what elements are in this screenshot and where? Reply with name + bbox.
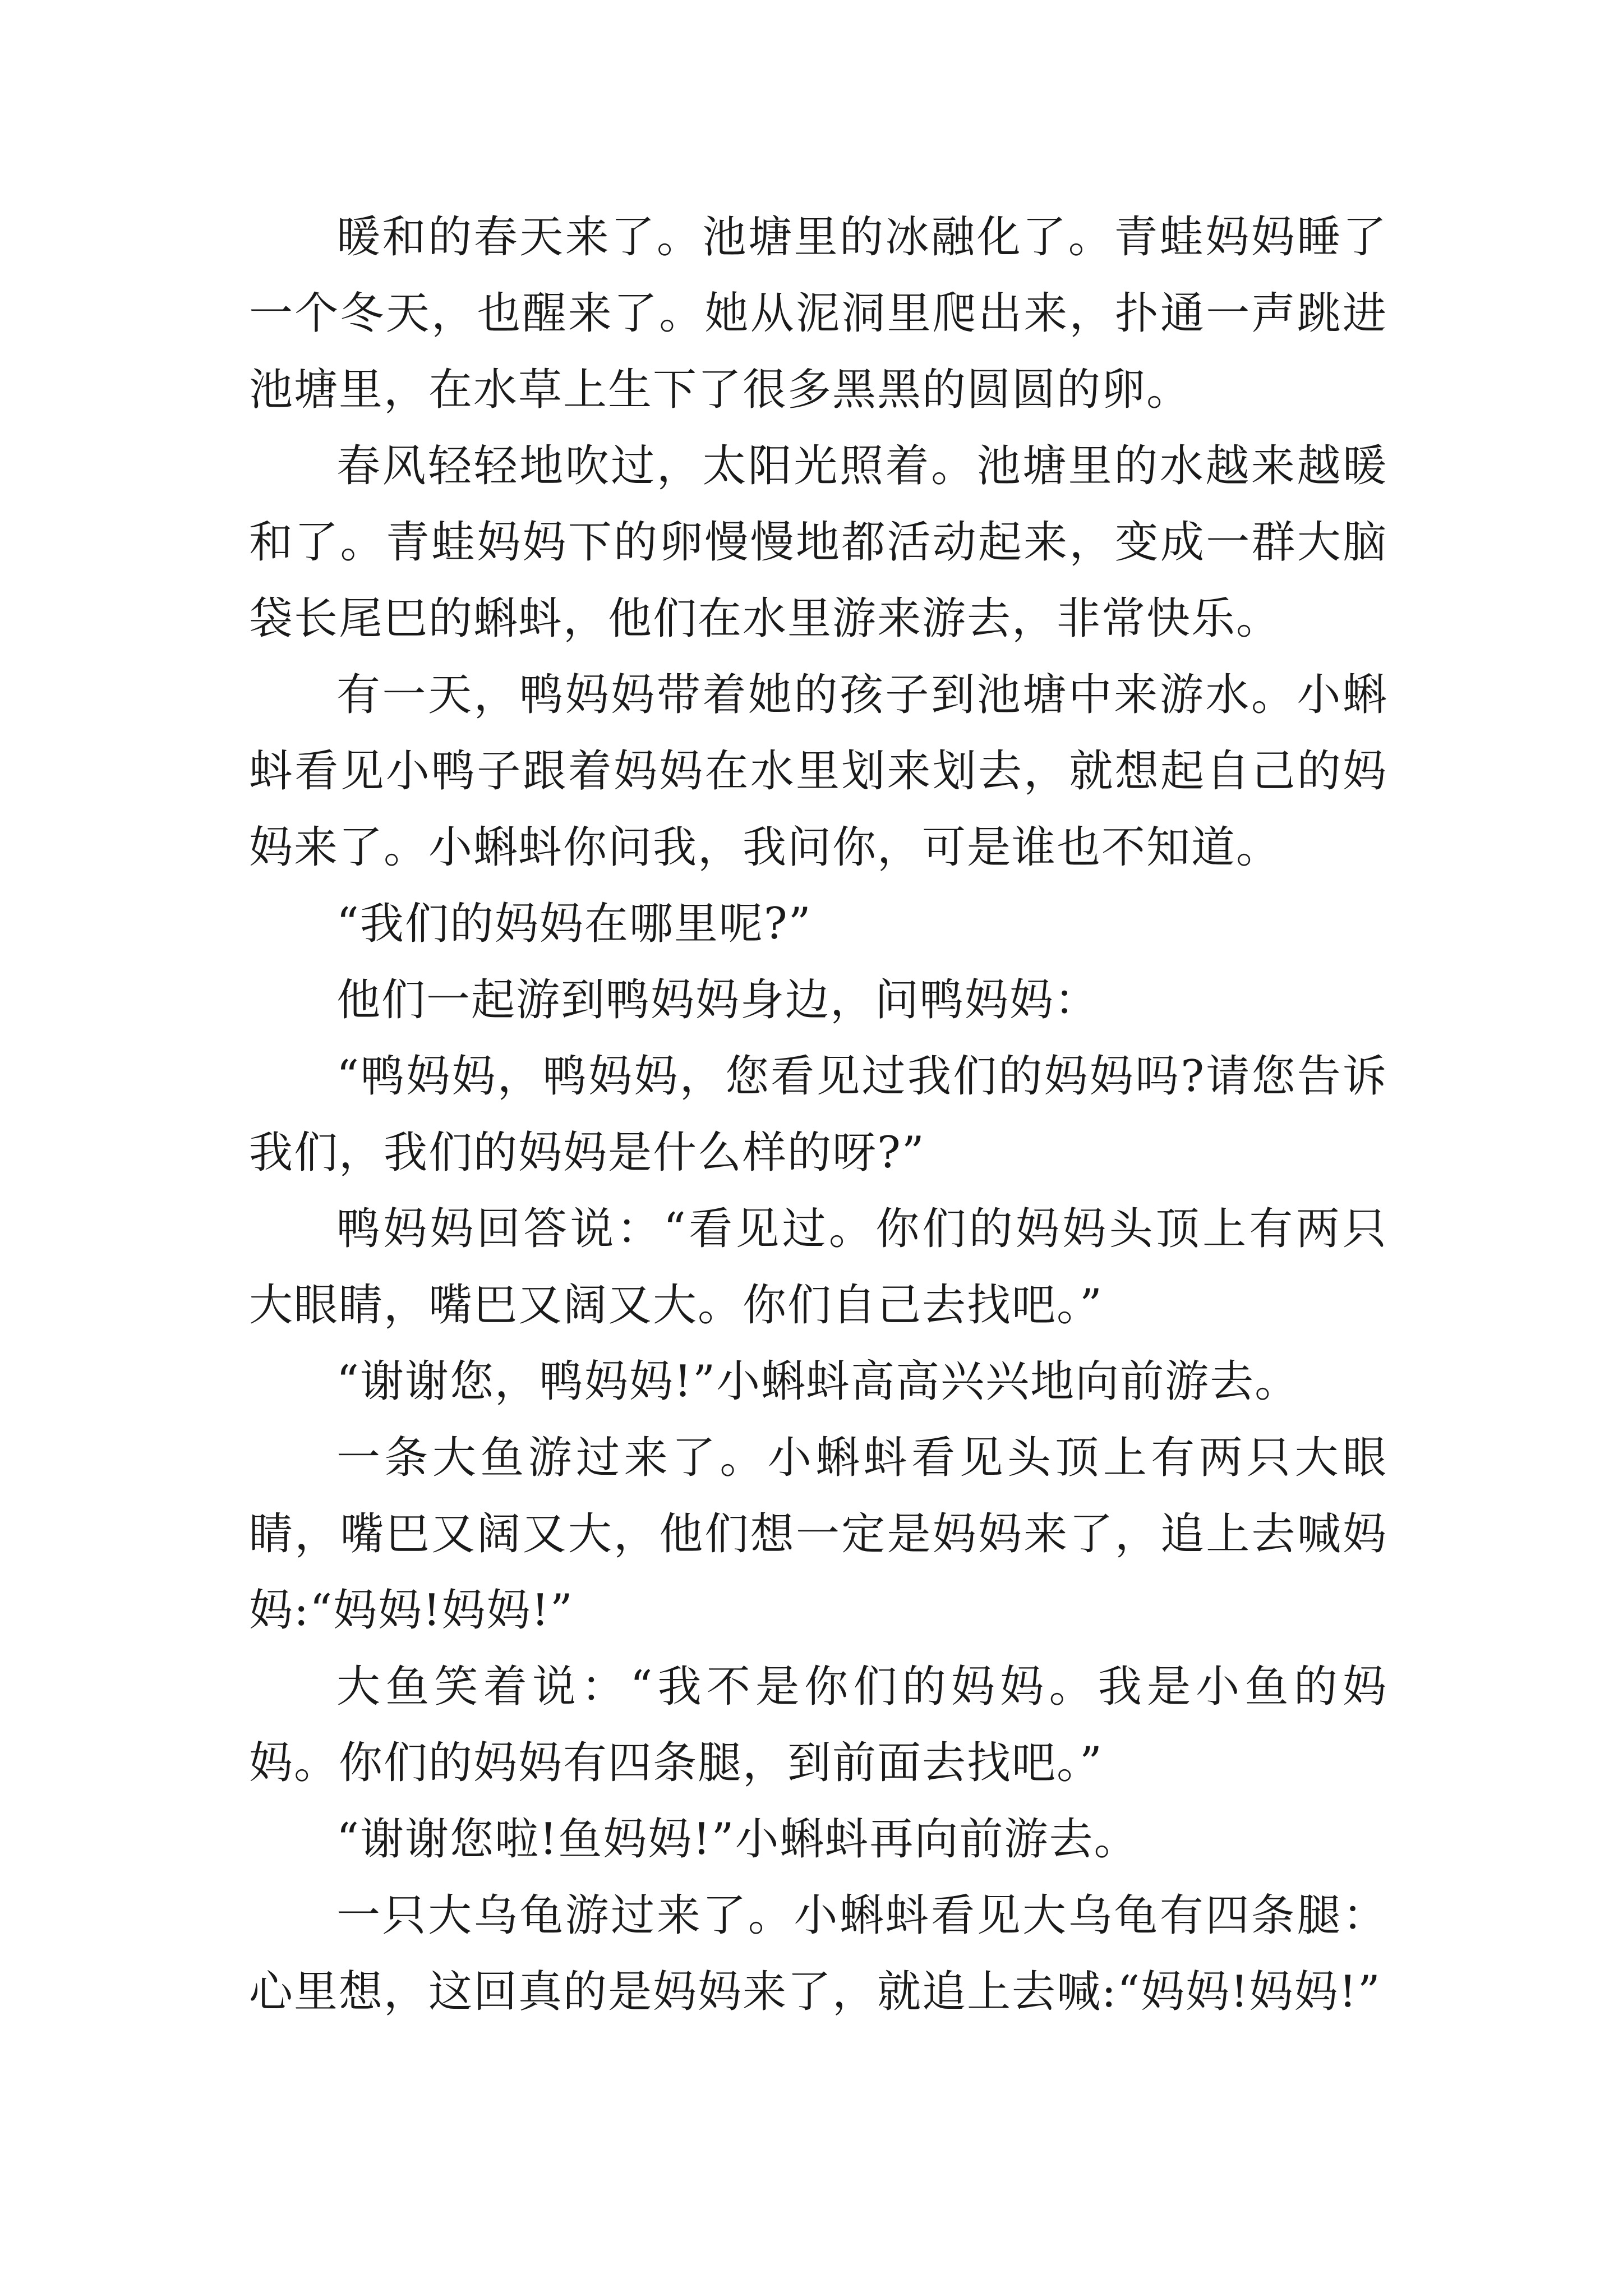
paragraph-2: 春风轻轻地吹过，太阳光照着。池塘里的水越来越暖和了。青蛙妈妈下的卵慢慢地都活动起来，变成一群大脑袋长尾巴的蝌蚪，他们在水里游来游去，非常快乐。 (249, 441, 1387, 644)
paragraph-1: 暖和的春天来了。池塘里的冰融化了。青蛙妈妈睡了一个冬天，也醒来了。她从泥洞里爬出来，扑通一声跳进池塘里，在水草上生下了很多黑黑的圆圆的卵。 (249, 212, 1387, 415)
story-text (249, 199, 1387, 2030)
paragraph-4: “我们的妈妈在哪里呢?” (336, 899, 812, 949)
paragraph-12: 一只大乌龟游过来了。小蝌蚪看见大乌龟有四条腿：心里想，这回真的是妈妈来了，就追上去喊:“妈妈!妈妈!” (249, 1890, 1387, 2017)
paragraph-7: 鸭妈妈回答说：“看见过。你们的妈妈头顶上有两只大眼睛，嘴巴又阔又大。你们自己去找吧。” (249, 1204, 1387, 1331)
paragraph-3: 有一天，鸭妈妈带着她的孩子到池塘中来游水。小蝌蚪看见小鸭子跟着妈妈在水里划来划去，就想起自己的妈妈来了。小蝌蚪你问我，我问你，可是谁也不知道。 (249, 670, 1387, 873)
paragraph-10: 大鱼笑着说：“我不是你们的妈妈。我是小鱼的妈妈。你们的妈妈有四条腿，到前面去找吧。” (249, 1662, 1387, 1788)
paragraph-8: “谢谢您，鸭妈妈!”小蝌蚪高高兴兴地向前游去。 (336, 1356, 1300, 1407)
paragraph-5: 他们一起游到鸭妈妈身边，问鸭妈妈： (336, 975, 1100, 1025)
paragraph-9: 一条大鱼游过来了。小蝌蚪看见头顶上有两只大眼睛，嘴巴又阔又大，他们想一定是妈妈来了，追上去喊妈妈:“妈妈!妈妈!” (249, 1433, 1387, 1636)
paragraph-11: “谢谢您啦!鱼妈妈!”小蝌蚪再向前游去。 (336, 1814, 1139, 1865)
paragraph-6: “鸭妈妈，鸭妈妈，您看见过我们的妈妈吗?请您告诉我们，我们的妈妈是什么样的呀?” (249, 1051, 1387, 1178)
